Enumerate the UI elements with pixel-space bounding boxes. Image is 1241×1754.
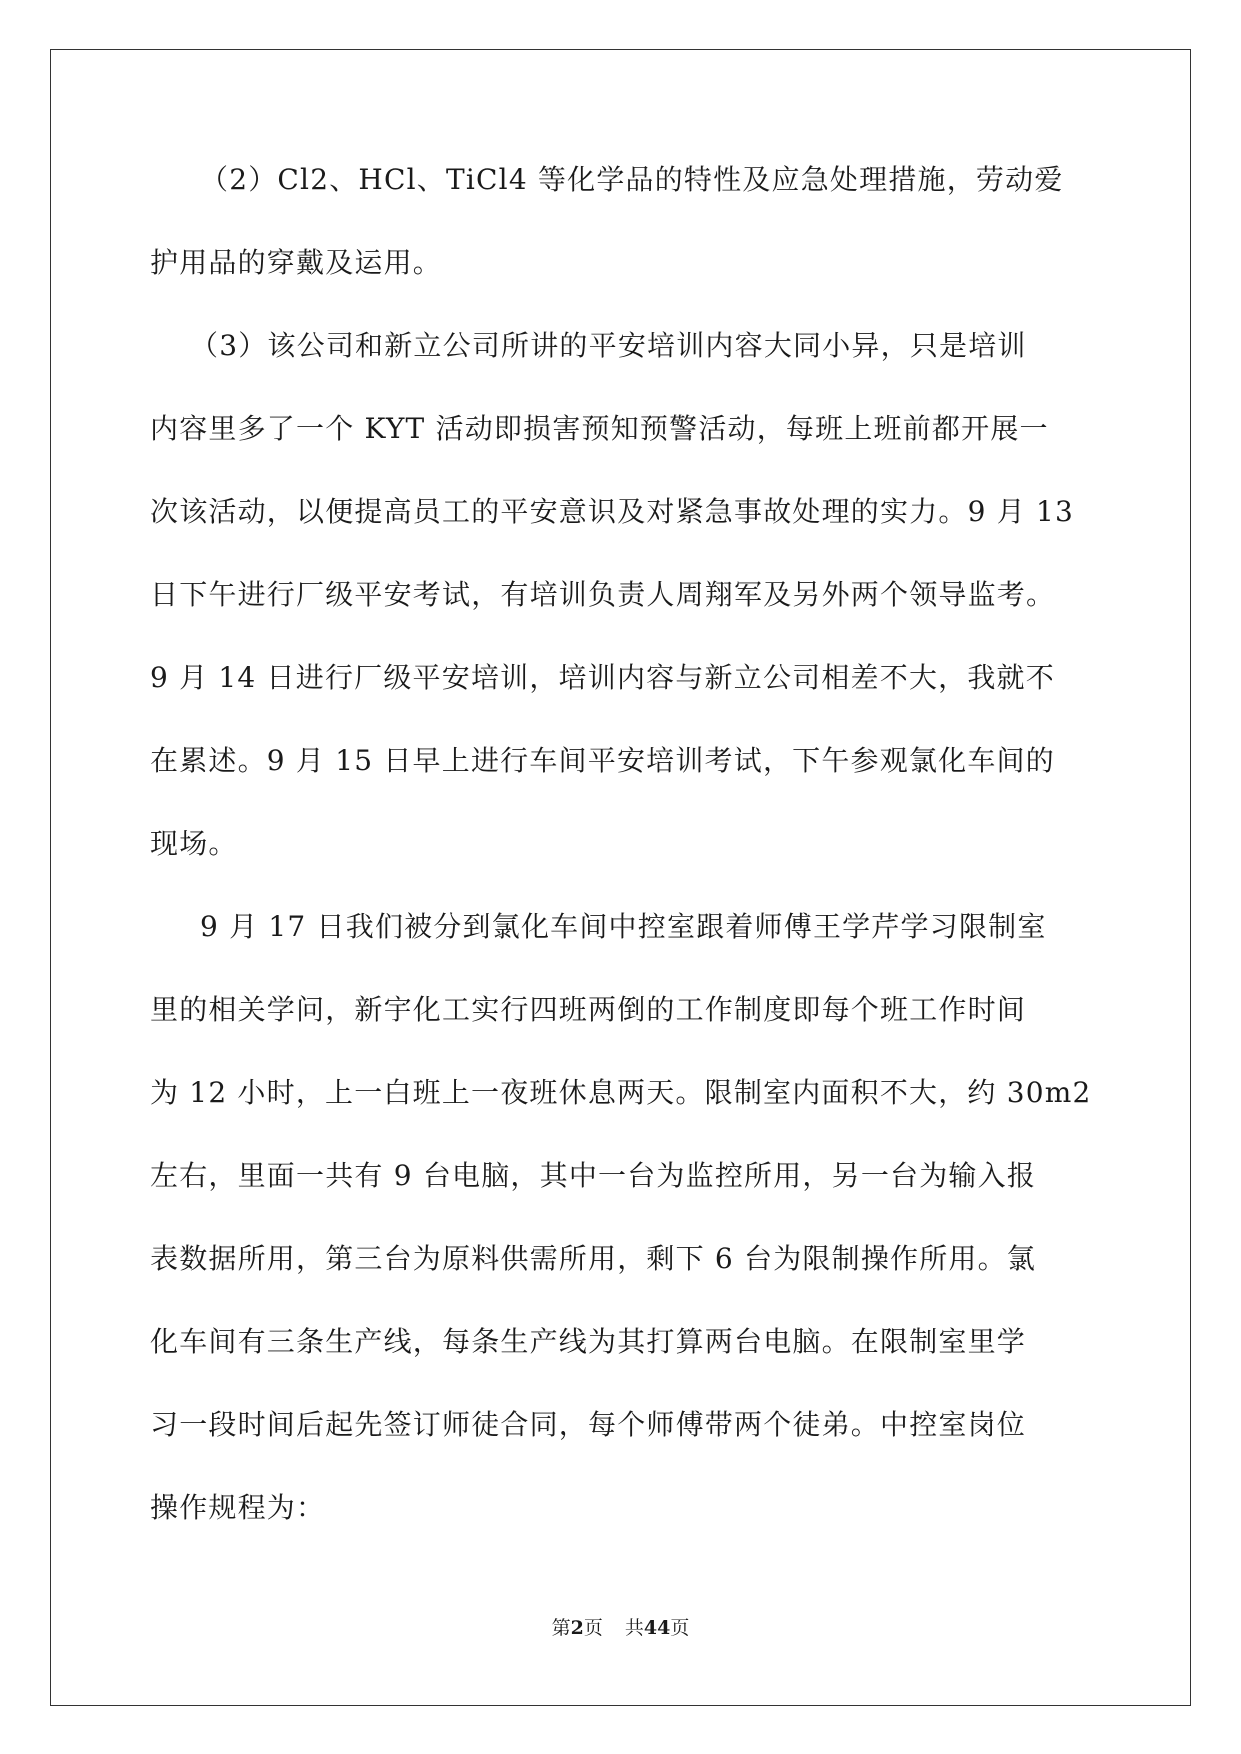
text-line: 习一段时间后起先签订师徒合同，每个师傅带两个徒弟。中控室岗位 (150, 1408, 1027, 1441)
text-line: 日下午进行厂级平安考试，有培训负责人周翔军及另外两个领导监考。 (150, 578, 1056, 611)
total-pages: 44 (643, 1617, 671, 1639)
page-number: 2 (570, 1617, 584, 1639)
text-line: 护用品的穿戴及运用。 (150, 246, 443, 279)
text-line: 9 月 14 日进行厂级平安培训，培训内容与新立公司相差不大，我就不 (150, 661, 1055, 694)
text-line: 9 月 17 日我们被分到氯化车间中控室跟着师傅王学芹学习限制室 (200, 910, 1047, 943)
text-line: 里的相关学问，新宇化工实行四班两倒的工作制度即每个班工作时间 (150, 993, 1027, 1026)
text-line: 表数据所用，第三台为原料供需所用，剩下 6 台为限制操作所用。氯 (150, 1242, 1037, 1275)
total-prefix: 共 (624, 1617, 644, 1639)
text-line: 为 12 小时，上一白班上一夜班休息两天。限制室内面积不大，约 30m2 (150, 1076, 1092, 1109)
page-suffix: 页 (583, 1617, 603, 1639)
text-line: 次该活动，以便提高员工的平安意识及对紧急事故处理的实力。9 月 13 (150, 495, 1075, 528)
text-line: （2）Cl2、HCl、TiCl4 等化学品的特性及应急处理措施，劳动爱 (200, 163, 1064, 196)
page-footer (0, 1616, 1241, 1640)
total-suffix: 页 (670, 1617, 690, 1639)
page-prefix: 第 (551, 1617, 571, 1639)
text-line: 操作规程为： (150, 1491, 326, 1524)
text-line: （3）该公司和新立公司所讲的平安培训内容大同小异，只是培训 (190, 329, 1027, 362)
text-line: 化车间有三条生产线，每条生产线为其打算两台电脑。在限制室里学 (150, 1325, 1027, 1358)
text-line: 内容里多了一个 KYT 活动即损害预知预警活动，每班上班前都开展一 (150, 412, 1049, 445)
text-line: 左右，里面一共有 9 台电脑，其中一台为监控所用，另一台为输入报 (150, 1159, 1037, 1192)
text-line: 在累述。9 月 15 日早上进行车间平安培训考试，下午参观氯化车间的 (150, 744, 1055, 777)
text-line: 现场。 (150, 827, 238, 860)
document-body (150, 160, 1092, 1571)
